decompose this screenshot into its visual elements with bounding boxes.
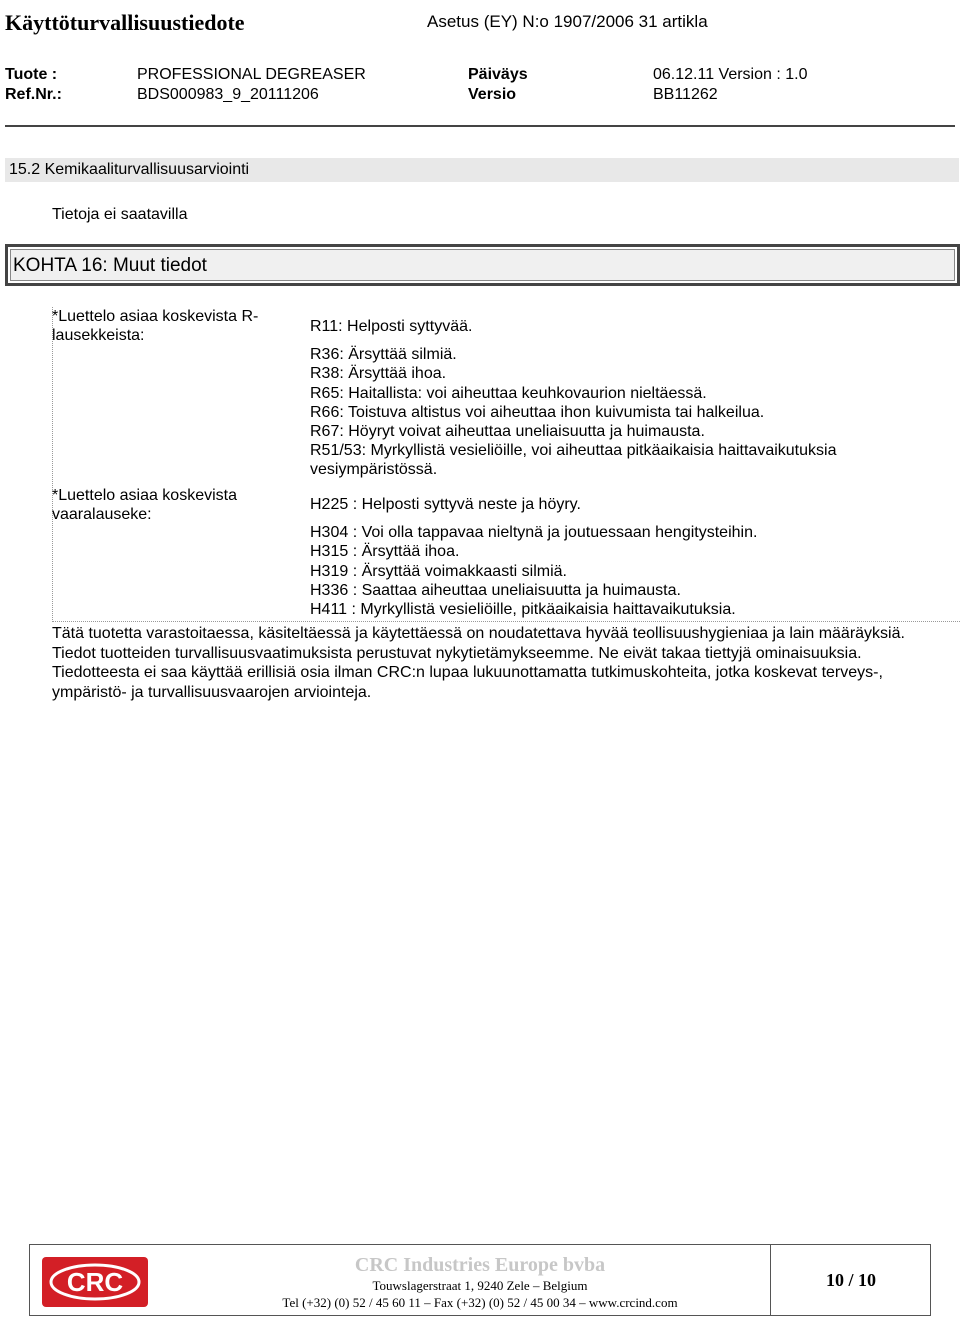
date-value: 06.12.11 Version : 1.0 <box>653 66 808 83</box>
crc-logo-mark <box>47 1261 143 1303</box>
product-value: PROFESSIONAL DEGREASER <box>137 66 366 83</box>
r-phrase: R51/53: Myrkyllistä vesieliöille, voi aiheuttaa pitkäaikaisia haittavaikutuksia vesiympäristössä. <box>310 442 837 479</box>
logo-text: CRC <box>66 1267 124 1297</box>
r-phrase: R67: Höyryt voivat aiheuttaa uneliaisuutta ja huimausta. <box>310 423 705 441</box>
document-title: Käyttöturvallisuustiedote <box>5 10 245 35</box>
h-phrase: H319 : Ärsyttää voimakkaasti silmiä. <box>310 562 567 580</box>
r-phrases-label: *Luettelo asiaa koskevista R-lausekkeista: <box>52 308 259 344</box>
company-contact: Tel (+32) (0) 52 / 45 60 11 – Fax (+32) (0) 52 / 45 00 34 – www.crcind.com <box>282 1295 678 1310</box>
section-15-2-text: Tietoja ei saatavilla <box>52 206 188 223</box>
ref-value: BDS000983_9_20111206 <box>137 86 319 103</box>
h-phrase: H315 : Ärsyttää ihoa. <box>310 543 460 561</box>
section-15-2-bar <box>5 158 959 182</box>
page-footer <box>29 1244 931 1316</box>
r-phrase: R66: Toistuva altistus voi aiheuttaa ihon kuivumista tai halkeilua. <box>310 403 765 421</box>
meta-row-product <box>5 66 955 86</box>
company-name: CRC Industries Europe bvba <box>354 1254 606 1276</box>
date-label: Päiväys <box>468 66 528 83</box>
meta-row-ref <box>5 86 955 106</box>
ref-label: Ref.Nr.: <box>5 86 62 103</box>
h-phrase: H336 : Saattaa aiheuttaa uneliaisuutta ja huimausta. <box>310 581 681 599</box>
r-phrases-list <box>310 317 910 480</box>
page-number: 10 / 10 <box>825 1270 876 1290</box>
crc-logo <box>42 1257 148 1307</box>
h-phrase: H225 : Helposti syttyvä neste ja höyry. <box>310 496 581 513</box>
closing-text <box>52 624 932 702</box>
closing-paragraph-1: Tätä tuotetta varastoitaessa, käsiteltäessä ja käytettäessä on noudatettava hyvää teollisuushygieniaa ja lain määräyksiä. Tiedot tuotteiden turvallisuusvaatimuksista perustuvat nykytietämykseemme. Ne eivät takaa tiettyjä ominaisuuksia. <box>52 625 905 662</box>
section-16-box <box>5 244 960 286</box>
version-value: BB11262 <box>653 86 718 103</box>
product-label: Tuote : <box>5 66 58 83</box>
h-phrases-label: *Luettelo asiaa koskevista vaaralauseke: <box>52 487 237 523</box>
header-divider <box>5 125 955 127</box>
section-15-2-title: 15.2 Kemikaaliturvallisuusarviointi <box>9 161 250 178</box>
r-phrase: R36: Ärsyttää silmiä. <box>310 346 457 364</box>
r-phrase: R65: Haitallista: voi aiheuttaa keuhkovaurion nieltäessä. <box>310 384 707 402</box>
section-16-title: KOHTA 16: Muut tiedot <box>13 255 207 276</box>
closing-paragraph-2: Tiedotteesta ei saa käyttää erillisiä osia ilman CRC:n lupaa lukuunottamatta tutkimuskohteita, jotka koskevat terveys-, ympäristö- ja turvallisuusvaarojen arviointeja. <box>52 664 883 701</box>
h-phrase: H411 : Myrkyllistä vesieliöille, pitkäaikaisia haittavaikutuksia. <box>310 601 736 619</box>
r-phrase: R38: Ärsyttää ihoa. <box>310 365 447 383</box>
company-address: Touwslagerstraat 1, 9240 Zele – Belgium <box>372 1278 588 1293</box>
h-phrase: H304 : Voi olla tappavaa nieltynä ja joutuessaan hengitysteihin. <box>310 524 758 542</box>
regulation-reference: Asetus (EY) N:o 1907/2006 31 artikla <box>427 12 708 31</box>
r-phrase: R11: Helposti syttyvää. <box>310 318 473 335</box>
h-phrases-list <box>310 495 910 619</box>
version-label: Versio <box>468 86 517 103</box>
